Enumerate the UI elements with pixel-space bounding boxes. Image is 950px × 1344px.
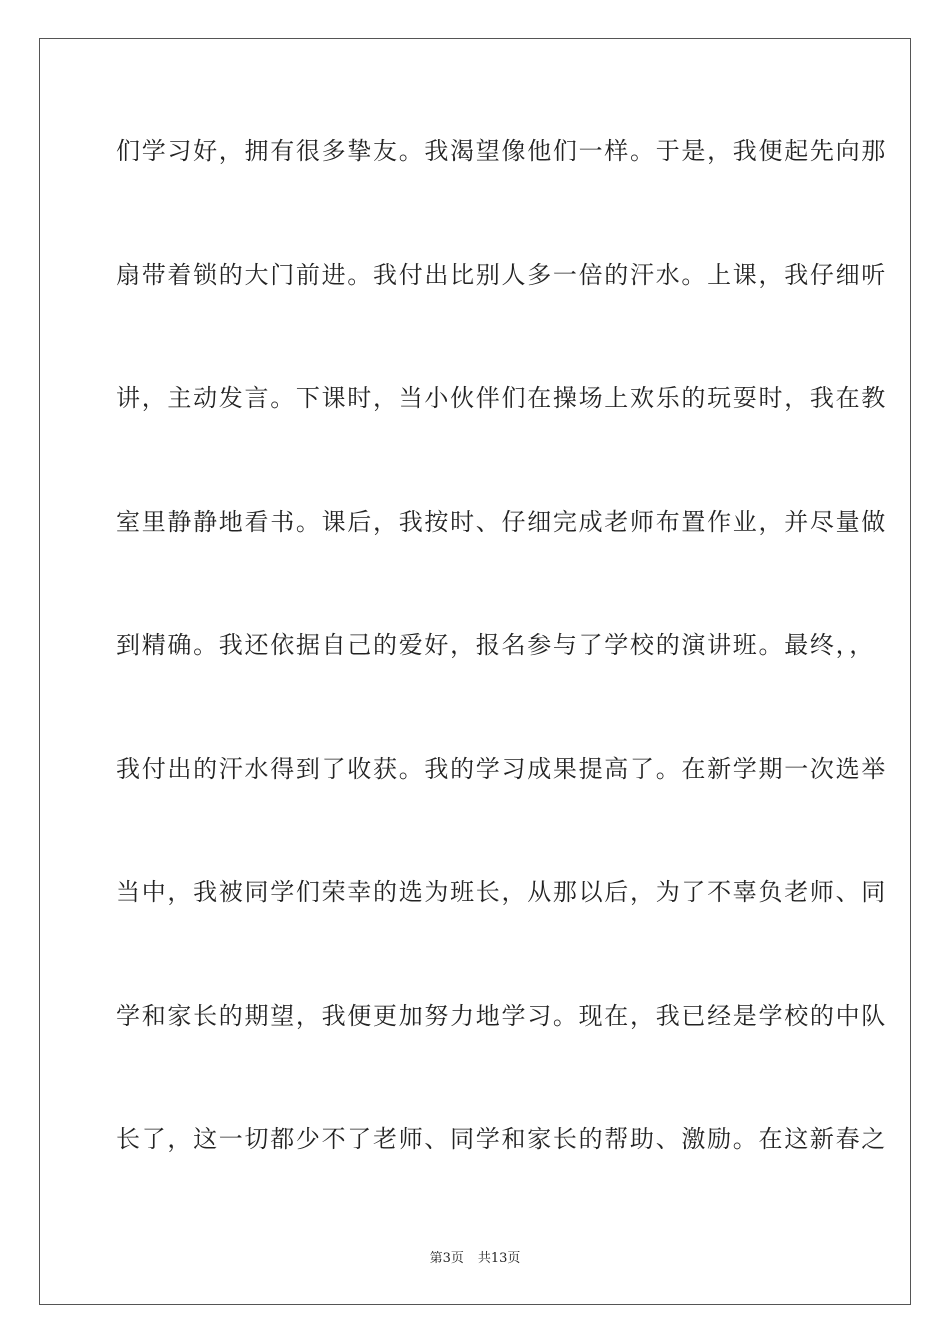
body-line: 当中，我被同学们荣幸的选为班长，从那以后，为了不辜负老师、同 bbox=[116, 878, 887, 906]
page-number: 第3页 bbox=[429, 1251, 464, 1266]
total-pages: 共13页 bbox=[477, 1251, 521, 1266]
body-line: 我付出的汗水得到了收获。我的学习成果提高了。在新学期一次选举 bbox=[116, 754, 887, 783]
body-line: 长了，这一切都少不了老师、同学和家长的帮助、激励。在这新春之 bbox=[116, 1125, 887, 1153]
body-line: 室里静静地看书。课后，我按时、仔细完成老师布置作业，并尽量做 bbox=[116, 507, 887, 536]
page-footer bbox=[0, 1247, 950, 1266]
body-line: 扇带着锁的大门前进。我付出比别人多一倍的汗水。上课，我仔细听 bbox=[116, 260, 887, 289]
body-line: 讲，主动发言。下课时，当小伙伴们在操场上欢乐的玩耍时，我在教 bbox=[116, 384, 887, 412]
document-body bbox=[116, 130, 887, 1242]
body-line: 们学习好，拥有很多挚友。我渴望像他们一样。于是，我便起先向那 bbox=[116, 137, 887, 165]
body-line: 学和家长的期望，我便更加努力地学习。现在，我已经是学校的中队 bbox=[116, 1001, 887, 1030]
body-line: 到精确。我还依据自己的爱好，报名参与了学校的演讲班。最终，， bbox=[116, 631, 875, 659]
